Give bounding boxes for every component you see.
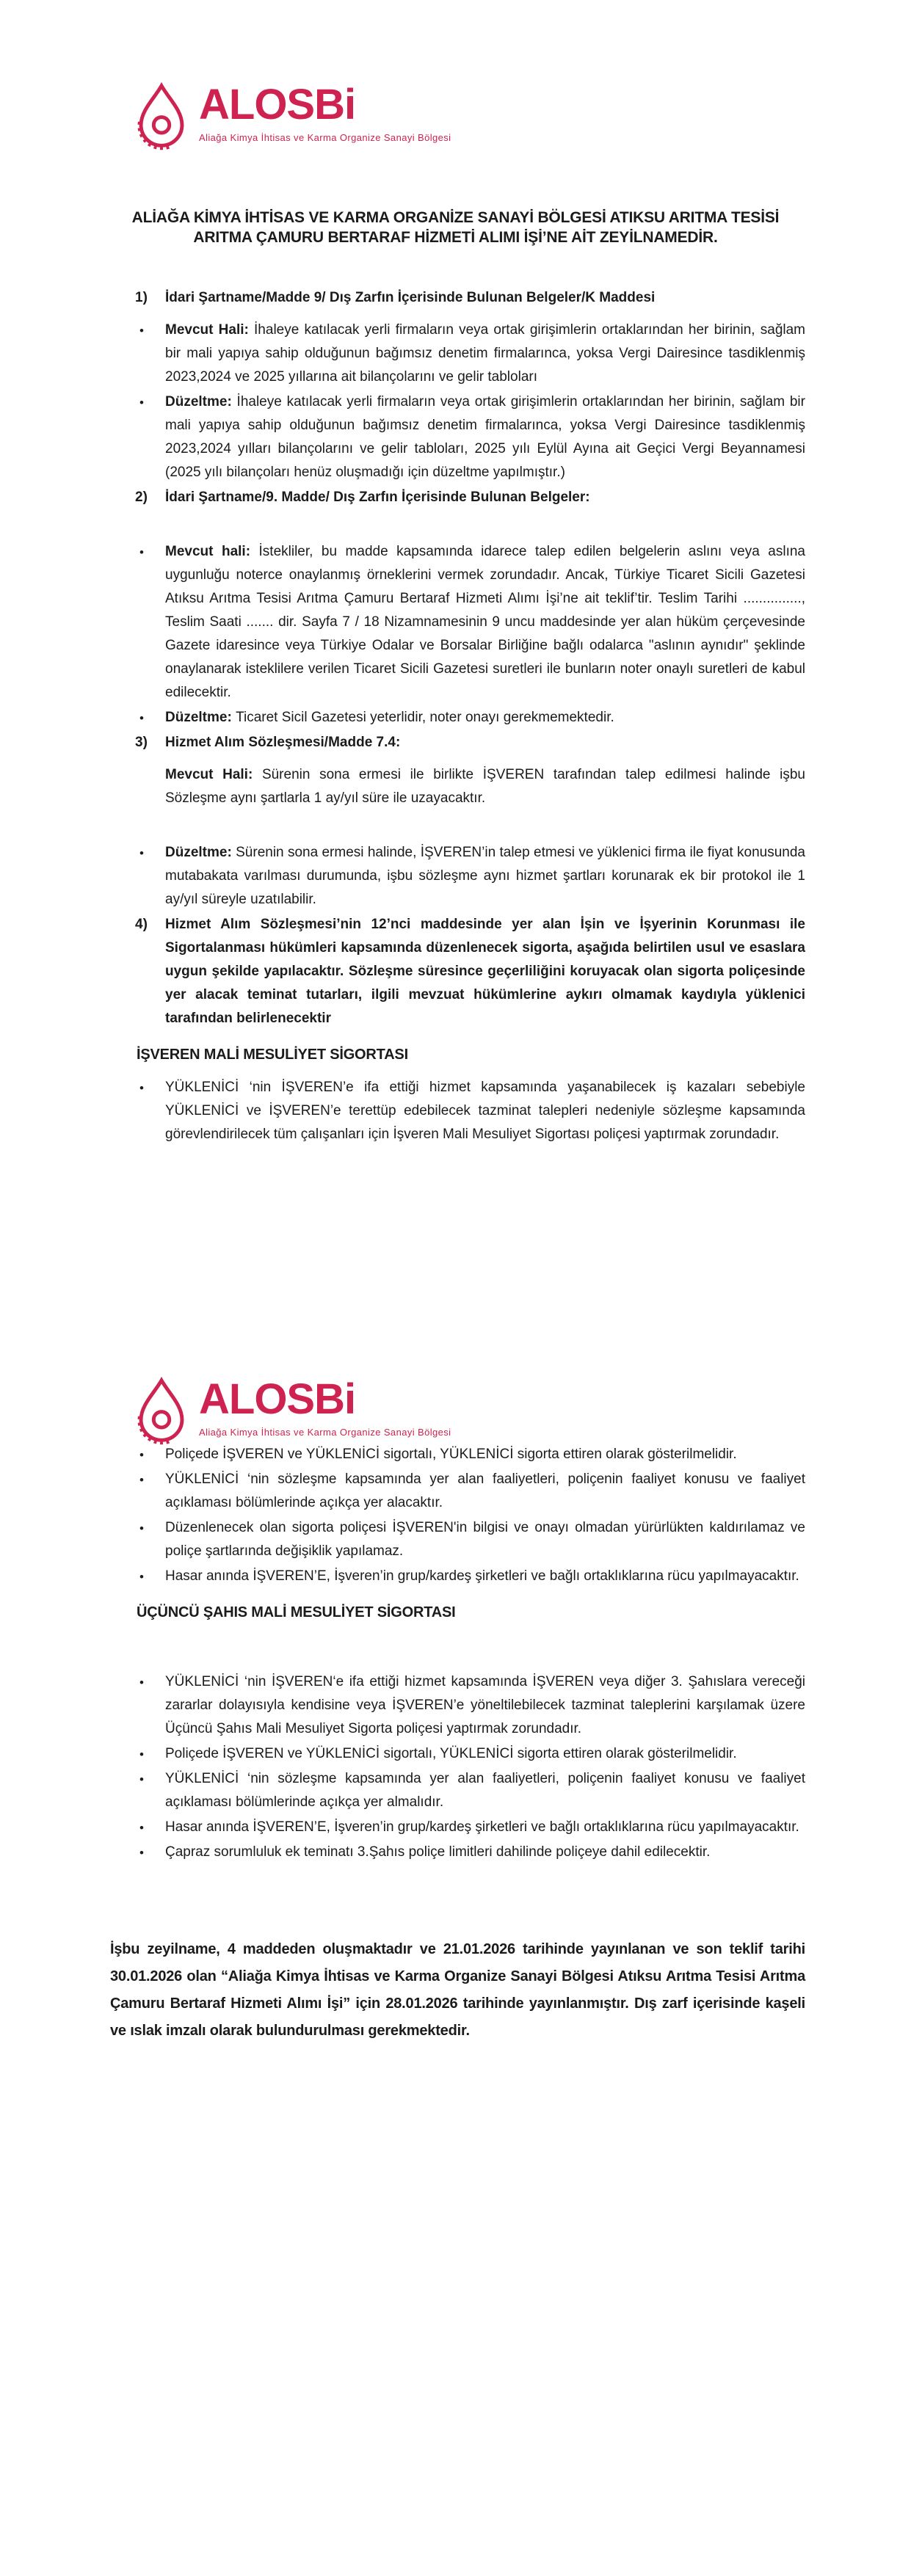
bullet-item: • Düzeltme: Sürenin sona ermesi halinde, İŞVEREN’in talep etmesi ve yüklenici firma ile fiyat konusunda mutabakata varılması durumunda, işbu sözleşme aynı hizmet şartları korunarak ek bir protokol ile 1 ay/yıl süreyle uzatılabilir.: [110, 841, 805, 912]
section-subheading: ÜÇÜNCÜ ŞAHIS MALİ MESULİYET SİGORTASI: [137, 1604, 456, 1620]
bullet-item: • Düzeltme: İhaleye katılacak yerli firmaların veya ortak girişimlerin ortaklarından her birinin, sağlam bir mali yapıya sahip olduğunun bağımsız denetim firmalarınca, yoksa Vergi Dairesince tasdiklenmiş 2023,2024 yılları bilançolarını ve gelir tabloları, 2025 yılı Eylül Ayına ait Geçici Vergi Beyannamesi (2025 yılı bilançoları henüz oluşmadığı için düzeltme yapılmıştır.): [110, 390, 805, 484]
bullet-dot-icon: •: [139, 1448, 144, 1462]
bullet-dot-icon: •: [139, 1747, 144, 1761]
lead-in-label: Mevcut Hali:: [165, 322, 255, 338]
bullet-item: • YÜKLENİCİ ‘nin İŞVEREN’e ifa ettiği hizmet kapsamında yaşanabilecek iş kazaları sebebiyle YÜKLENİCİ ve İŞVEREN’e terettüp edebilecek tazminat talepleri nedeniyle sözleşme kapsamında görevlendirilecek tüm çalışanları için İşveren Mali Mesuliyet Sigortası poliçesi yaptırmak zorundadır.: [110, 1076, 805, 1146]
brand-wordmark: ALOSBi: [199, 1375, 356, 1423]
bullet-item: • Poliçede İŞVEREN ve YÜKLENİCİ sigortalı, YÜKLENİCİ sigorta ettiren olarak gösterilmelidir.: [110, 1443, 805, 1466]
paragraph: Mevcut Hali: Sürenin sona ermesi ile birlikte İŞVEREN tarafından talep edilmesi halinde işbu Sözleşme aynı şartlarla 1 ay/yıl süre ile uzayacaktır.: [165, 767, 805, 806]
bullet-dot-icon: •: [139, 1081, 144, 1095]
numbered-item: 2) İdari Şartname/9. Madde/ Dış Zarfın İçerisinde Bulunan Belgeler:: [110, 486, 805, 509]
bullet-item: • Çapraz sorumluluk ek teminatı 3.Şahıs poliçe limitleri dahilinde poliçeye dahil edilecektir.: [110, 1841, 805, 1864]
bullet-item: • Hasar anında İŞVEREN’E, İşveren’in grup/kardeş şirketleri ve bağlı ortaklıklarına rücu yapılmayacaktır.: [110, 1816, 805, 1839]
bullet-dot-icon: •: [139, 846, 144, 860]
item-number: 4): [135, 917, 148, 932]
bullet-dot-icon: •: [139, 1846, 144, 1860]
item-number: 1): [135, 290, 148, 305]
item-number: 3): [135, 735, 148, 750]
alosbi-drop-icon: [134, 81, 189, 151]
closing-paragraph: İşbu zeyilname, 4 maddeden oluşmaktadır ve 21.01.2026 tarihinde yayınlanan ve son teklif tarihi 30.01.2026 olan “Aliağa Kimya İhtisas ve Karma Organize Sanayi Bölgesi Atıksu Arıtma Tesisi Arıtma Çamuru Bertaraf Hizmeti Alımı İşi” için 28.01.2026 tarihinde yayınlanmıştır. Dış zarf içerisinde kaşeli ve ıslak imzalı olarak bulundurulması gerekmektedir.: [110, 1941, 805, 2039]
numbered-item: 4) Hizmet Alım Sözleşmesi’nin 12’nci maddesinde yer alan İşin ve İşyerinin Korunması ile Sigortalanması hükümleri kapsamında düzenlenecek sigorta, aşağıda belirtilen usul ve esaslara uygun şekilde yapılacaktır. Sözleşme süresince geçerliliğini koruyacak olan sigorta poliçesinde yer alacak teminat tutarları, ilgili mevzuat hükümlerine aykırı olmamak kaydıyla yüklenici tarafından belirlenecektir: [110, 913, 805, 1030]
bullet-dot-icon: •: [139, 711, 144, 725]
document-title: [0, 208, 911, 247]
page2-content: [110, 1443, 805, 2046]
bullet-item: • YÜKLENİCİ ‘nin sözleşme kapsamında yer alan faaliyetleri, poliçenin faaliyet konusu ve faaliyet açıklaması bölümlerinde açıkça yer alacaktır.: [110, 1468, 805, 1515]
bullet-item: • YÜKLENİCİ ‘nin İŞVEREN‘e ifa ettiği hizmet kapsamında İŞVEREN veya diğer 3. Şahıslara vereceği zararlar dolayısıyla kendisine veya İŞVEREN’e yöneltilebilecek tazminat taleplerini karşılamak üzere Üçüncü Şahıs Mali Mesuliyet Sigorta poliçesi yaptırmak zorundadır.: [110, 1670, 805, 1741]
page1-content: [110, 286, 805, 1148]
brand-tagline: Aliağa Kimya İhtisas ve Karma Organize Sanayi Bölgesi: [199, 132, 451, 143]
lead-in-label: Düzeltme:: [165, 845, 236, 860]
lead-in-label: Düzeltme:: [165, 710, 236, 725]
lead-in-label: Mevcut hali:: [165, 544, 259, 559]
bullet-item: • Düzeltme: Ticaret Sicil Gazetesi yeterlidir, noter onayı gerekmemektedir.: [110, 706, 805, 729]
bullet-dot-icon: •: [139, 1676, 144, 1689]
bullet-item: • Hasar anında İŞVEREN’E, İşveren’in grup/kardeş şirketleri ve bağlı ortaklıklarına rücu yapılmayacaktır.: [110, 1565, 805, 1588]
bullet-dot-icon: •: [139, 1821, 144, 1835]
numbered-item: 1) İdari Şartname/Madde 9/ Dış Zarfın İçerisinde Bulunan Belgeler/K Maddesi: [110, 286, 805, 310]
bullet-item: • Mevcut hali: İstekliler, bu madde kapsamında idarece talep edilen belgelerin aslını veya aslına uygunluğu noterce onaylanmış örneklerini vermek zorundadır. Ancak, Türkiye Ticaret Sicili Gazetesi Atıksu Arıtma Tesisi Arıtma Çamuru Bertaraf Hizmeti Alımı İşi’ne ait teklif’tir. Teslim Tarihi ..............., Teslim Saati ....... dir. Sayfa 7 / 18 Nizamnamesinin 9 uncu maddesinde yer alan hüküm çerçevesinde Gazete idaresince veya Türkiye Odalar ve Borsalar Birliğine bağlı odalarca "aslının aynıdır" şeklinde onaylanarak isteklilere verilen Ticaret Sicili Gazetesi suretleri ile bunların noter onaylı suretleri de kabul edilecektir.: [110, 540, 805, 705]
section-subheading: İŞVEREN MALİ MESULİYET SİGORTASI: [137, 1047, 408, 1063]
bullet-dot-icon: •: [139, 1772, 144, 1786]
lead-in-label: Mevcut Hali:: [165, 767, 262, 782]
brand-wordmark: ALOSBi: [199, 81, 356, 128]
bullet-item: • Poliçede İŞVEREN ve YÜKLENİCİ sigortalı, YÜKLENİCİ sigorta ettiren olarak gösterilmelidir.: [110, 1742, 805, 1766]
document-title-line1: ALİAĞA KİMYA İHTİSAS VE KARMA ORGANİZE SANAYİ BÖLGESİ ATIKSU ARITMA TESİSİ: [131, 209, 780, 226]
bullet-dot-icon: •: [139, 324, 144, 338]
bullet-item: • Düzenlenecek olan sigorta poliçesi İŞVEREN'in bilgisi ve onayı olmadan yürürlükten kaldırılamaz ve poliçe şartlarında değişiklik yapılamaz.: [110, 1516, 805, 1563]
document-title-line2: ARITMA ÇAMURU BERTARAF HİZMETİ ALIMI İŞİ’NE AİT ZEYİLNAMEDİR.: [193, 229, 718, 246]
bullet-dot-icon: •: [139, 1473, 144, 1487]
item-number: 2): [135, 490, 148, 505]
alosbi-logo: [134, 1375, 451, 1446]
lead-in-label: Düzeltme:: [165, 394, 237, 410]
alosbi-drop-icon: [134, 1375, 189, 1446]
bullet-item: • Mevcut Hali: İhaleye katılacak yerli firmaların veya ortak girişimlerin ortaklarından her birinin, sağlam bir mali yapıya sahip olduğunun bağımsız denetim firmalarınca, yoksa Vergi Dairesince tasdiklenmiş 2023,2024 ve 2025 yıllarına ait bilançolarını ve gelir tabloları: [110, 319, 805, 389]
bullet-dot-icon: •: [139, 545, 144, 559]
bullet-dot-icon: •: [139, 396, 144, 410]
bullet-item: • YÜKLENİCİ ‘nin sözleşme kapsamında yer alan faaliyetleri, poliçenin faaliyet konusu ve faaliyet açıklaması bölümlerinde açıkça yer almalıdır.: [110, 1767, 805, 1814]
bullet-dot-icon: •: [139, 1521, 144, 1535]
bullet-dot-icon: •: [139, 1570, 144, 1584]
numbered-item: 3) Hizmet Alım Sözleşmesi/Madde 7.4:: [110, 731, 805, 754]
brand-tagline: Aliağa Kimya İhtisas ve Karma Organize Sanayi Bölgesi: [199, 1427, 451, 1438]
alosbi-logo: [134, 81, 451, 151]
